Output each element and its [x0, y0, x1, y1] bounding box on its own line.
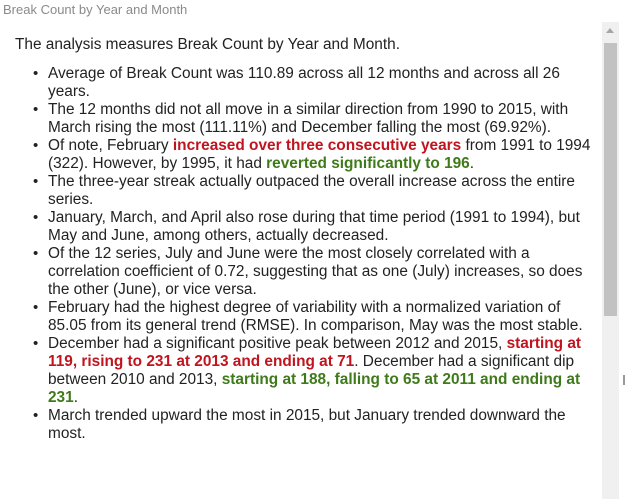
- insight-text: Of the 12 series, July and June were the most closely correlated with a correlation coefficient of 0.72, suggesting that as one (July) increases, so does the other (June), or vice versa.: [48, 245, 583, 298]
- insight-item: [15, 407, 600, 443]
- insight-item: [15, 173, 600, 209]
- bullet-icon: •: [33, 173, 39, 190]
- insight-item: [15, 209, 600, 245]
- insight-text: February had the highest degree of variability with a normalized variation of 85.05 from its general trend (RMSE). In comparison, May was the most stable.: [48, 299, 583, 334]
- highlight-text: starting at 188, falling to 65 at 2011 and ending at 231: [48, 371, 581, 406]
- insight-text: .: [469, 155, 475, 172]
- bullet-icon: •: [33, 335, 39, 352]
- insight-text: Average of Break Count was 110.89 across all 12 months and across all 26 years.: [48, 65, 560, 100]
- highlight-text: starting at 119, rising to 231 at 2013 and ending at 71: [48, 335, 582, 370]
- highlight-text: reverted significantly to 196: [266, 155, 470, 172]
- insight-item: [15, 245, 600, 299]
- bullet-icon: •: [33, 299, 39, 316]
- insight-item: [15, 65, 600, 101]
- window-edge: [620, 0, 626, 499]
- vertical-scrollbar[interactable]: [602, 22, 619, 499]
- insight-text: Of note, February: [48, 137, 173, 154]
- intro-text: The analysis measures Break Count by Year and Month.: [15, 36, 400, 53]
- insights-content: [15, 36, 600, 443]
- scrollbar-thumb[interactable]: [604, 43, 617, 316]
- insight-text: . December had a significant dip between 2010 and 2013,: [48, 353, 575, 388]
- window-title: Break Count by Year and Month: [3, 2, 188, 17]
- bullet-icon: •: [33, 65, 39, 82]
- insight-list: [15, 65, 600, 443]
- insight-text: The three-year streak actually outpaced the overall increase across the entire series.: [48, 173, 575, 208]
- insights-panel: [0, 22, 620, 499]
- bullet-icon: •: [33, 137, 39, 154]
- insight-text: January, March, and April also rose during that time period (1991 to 1994), but May and June, among others, actually decreased.: [48, 209, 580, 244]
- insight-item: [15, 101, 600, 137]
- insight-item: [15, 335, 600, 407]
- bullet-icon: •: [33, 209, 39, 226]
- scroll-up-arrow-icon[interactable]: [606, 28, 614, 33]
- bullet-icon: •: [33, 245, 39, 262]
- insight-text: March trended upward the most in 2015, but January trended downward the most.: [48, 407, 566, 442]
- resize-grip-icon[interactable]: [623, 375, 625, 385]
- insight-text: .: [73, 389, 78, 406]
- bullet-icon: •: [33, 407, 39, 424]
- insight-text: December had a significant positive peak between 2012 and 2015,: [48, 335, 507, 352]
- insight-item: [15, 137, 600, 173]
- insight-item: [15, 299, 600, 335]
- bullet-icon: •: [33, 101, 39, 118]
- insight-text: from 1991 to 1994 (322). However, by 1995, it had: [48, 137, 591, 172]
- insight-text: The 12 months did not all move in a similar direction from 1990 to 2015, with March rising the most (111.11%) and December falling the most (69.92%).: [48, 101, 569, 136]
- highlight-text: increased over three consecutive years: [172, 137, 462, 154]
